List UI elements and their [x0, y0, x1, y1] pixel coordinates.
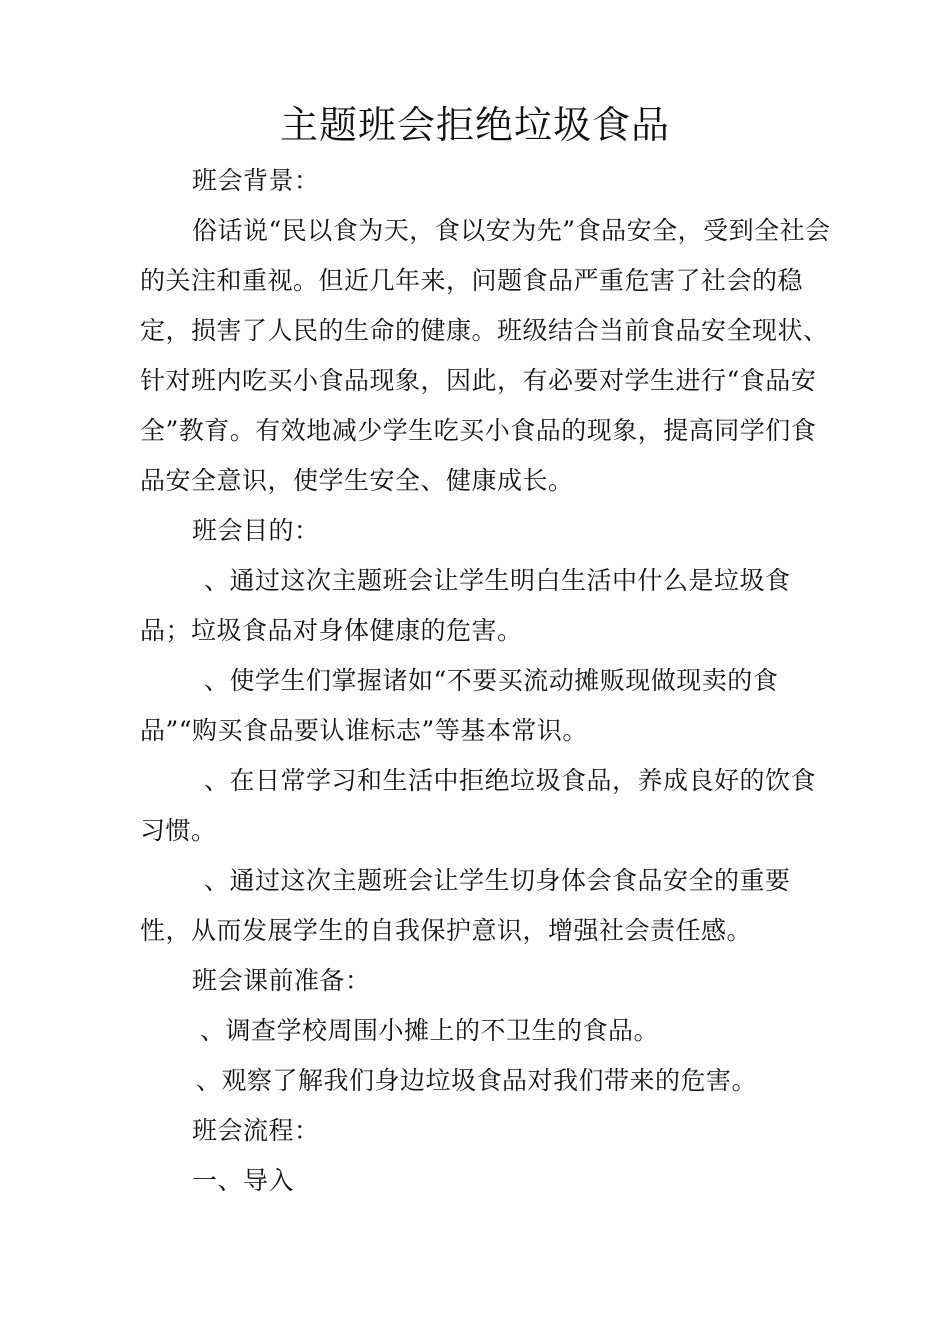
section-heading-background: 班会背景： [192, 166, 320, 195]
goal-item-3: 、在日常学习和生活中拒绝垃圾食品，养成良好的饮食习惯。 [140, 766, 817, 845]
paragraph-background: 俗话说“民以食为天，食以安为先”食品安全，受到全社会的关注和重视。但近几年来，问题食品严重危害了社会的稳定，损害了人民的生命的健康。班级结合当前食品安全现状、针对班内吃买小食品现象，因此，有必要对学生进行“食品安全”教育。有效地减少学生吃买小食品的现象，提高同学们食品安全意识，使学生安全、健康成长。 [140, 216, 831, 495]
document-body [140, 156, 840, 1206]
document-title: 主题班会拒绝垃圾食品 [279, 103, 670, 147]
preparation-item-2: 、观察了解我们身边垃圾食品对我们带来的危害。 [196, 1066, 758, 1095]
section-heading-goals: 班会目的： [192, 516, 320, 545]
goal-item-1: 、通过这次主题班会让学生明白生活中什么是垃圾食品；垃圾食品对身体健康的危害。 [140, 566, 791, 645]
preparation-item-1: 、调查学校周围小摊上的不卫生的食品。 [200, 1016, 660, 1045]
process-step-1: 一、导入 [192, 1166, 295, 1195]
goal-item-2: 、使学生们掌握诸如“不要买流动摊贩现做现卖的食品”“购买食品要认谁标志”等基本常识。 [140, 666, 779, 745]
section-heading-process: 班会流程： [192, 1116, 320, 1145]
goal-item-4: 、通过这次主题班会让学生切身体会食品安全的重要性，从而发展学生的自我保护意识，增强社会责任感。 [140, 866, 791, 945]
section-heading-preparation: 班会课前准备： [192, 966, 371, 995]
